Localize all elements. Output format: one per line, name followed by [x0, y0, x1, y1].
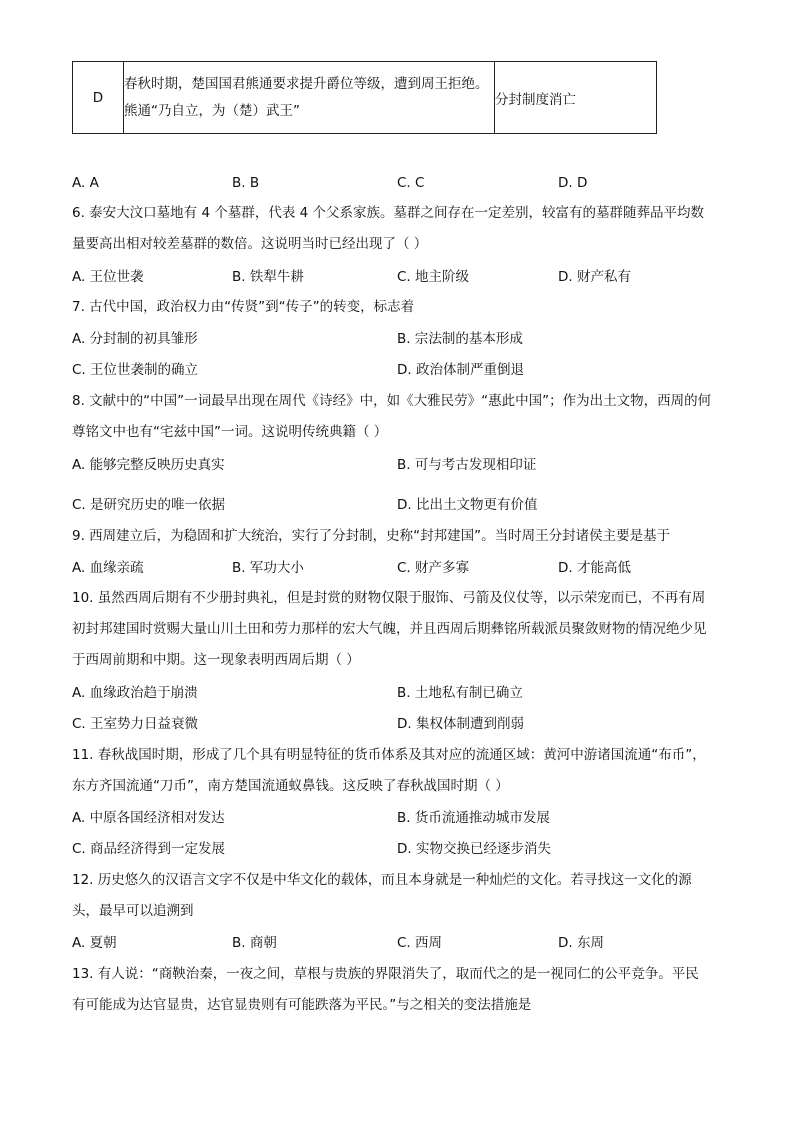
table-row	[73, 62, 657, 134]
q5-option-a: A. A	[72, 175, 99, 191]
q11-option-c: C. 商品经济得到一定发展	[72, 841, 226, 857]
q7-option-d: D. 政治体制严重倒退	[397, 362, 524, 378]
q10-option-a: A. 血缘政治趋于崩溃	[72, 685, 198, 701]
q7-option-b: B. 宗法制的基本形成	[397, 331, 523, 347]
q5-option-b: B. B	[232, 175, 260, 191]
q8-option-d: D. 比出土文物更有价值	[397, 497, 538, 513]
q7-option-a: A. 分封制的初具雏形	[72, 331, 198, 347]
q9-stem: 9. 西周建立后，为稳固和扩大统治，实行了分封制，史称“封邦建国”。当时周王分封诸侯主要是基于	[72, 528, 671, 544]
q12-option-b: B. 商朝	[232, 935, 277, 951]
q10-option-c: C. 王室势力日益衰微	[72, 716, 199, 732]
q12-option-a: A. 夏朝	[72, 935, 117, 951]
q8-option-b: B. 可与考古发现相印证	[397, 457, 537, 473]
q12-option-d: D. 东周	[558, 935, 604, 951]
q9-option-d: D. 才能高低	[558, 560, 631, 576]
q8-option-c: C. 是研究历史的唯一依据	[72, 497, 226, 513]
q11-option-d: D. 实物交换已经逐步消失	[397, 841, 551, 857]
q12-option-c: C. 西周	[397, 935, 443, 951]
q10-stem: 10. 虽然西周后期有不少册封典礼，但是封赏的财物仅限于服饰、弓箭及仪仗等，以示荣宠而已，不再有周初封邦建国时赏赐大量山川土田和劳力那样的宏大气魄，并且西周后期彝铭所载派员聚敛财物的情况绝少见于西周前期和中期。这一现象表明西周后期（ ）	[72, 590, 707, 668]
q11-option-a: A. 中原各国经济相对发达	[72, 810, 225, 826]
q6-option-a: A. 王位世袭	[72, 269, 144, 285]
q5-option-d: D. D	[558, 175, 588, 191]
q6-option-d: D. 财产私有	[558, 269, 631, 285]
q11-option-b: B. 货币流通推动城市发展	[397, 810, 550, 826]
row-letter: D	[73, 62, 124, 134]
row-conclusion: 分封制度消亡	[495, 62, 657, 134]
q6-option-c: C. 地主阶级	[397, 269, 470, 285]
q7-option-c: C. 王位世袭制的确立	[72, 362, 199, 378]
q12-stem: 12. 历史悠久的汉语言文字不仅是中华文化的载体，而且本身就是一种灿烂的文化。若寻找这一文化的源头，最早可以追溯到	[72, 872, 692, 919]
q10-option-d: D. 集权体制遭到削弱	[397, 716, 524, 732]
q7-stem: 7. 古代中国，政治权力由“传贤”到“传子”的转变，标志着	[72, 299, 415, 315]
q10-option-b: B. 土地私有制已确立	[397, 685, 523, 701]
q13-stem: 13. 有人说：“商鞅治秦，一夜之间，草根与贵族的界限消失了，取而代之的是一视同仁的公平竞争。平民有可能成为达官显贵，达官显贵则有可能跌落为平民。”与之相关的变法措施是	[72, 966, 699, 1013]
question-table	[72, 61, 657, 134]
q6-stem: 6. 泰安大汶口墓地有 4 个墓群，代表 4 个父系家族。墓群之间存在一定差别，较富有的墓群随葬品平均数量要高出相对较差墓群的数倍。这说明当时已经出现了（ ）	[72, 205, 705, 252]
q9-option-b: B. 军功大小	[232, 560, 304, 576]
q8-option-a: A. 能够完整反映历史真实	[72, 457, 225, 473]
q9-option-c: C. 财产多寡	[397, 560, 470, 576]
q6-option-b: B. 铁犁牛耕	[232, 269, 304, 285]
q9-option-a: A. 血缘亲疏	[72, 560, 144, 576]
q5-option-c: C. C	[397, 175, 425, 191]
q8-stem: 8. 文献中的“中国”一词最早出现在周代《诗经》中，如《大雅民劳》“惠此中国”；作为出土文物，西周的何尊铭文中也有“宅兹中国”一词。这说明传统典籍（ ）	[72, 393, 712, 440]
row-material: 春秋时期，楚国国君熊通要求提升爵位等级，遭到周王拒绝。熊通“乃自立，为（楚）武王”	[124, 62, 495, 134]
q11-stem: 11. 春秋战国时期，形成了几个具有明显特征的货币体系及其对应的流通区域：黄河中游诸国流通“布币”，东方齐国流通“刀币”，南方楚国流通蚁鼻钱。这反映了春秋战国时期（ ）	[72, 747, 706, 794]
